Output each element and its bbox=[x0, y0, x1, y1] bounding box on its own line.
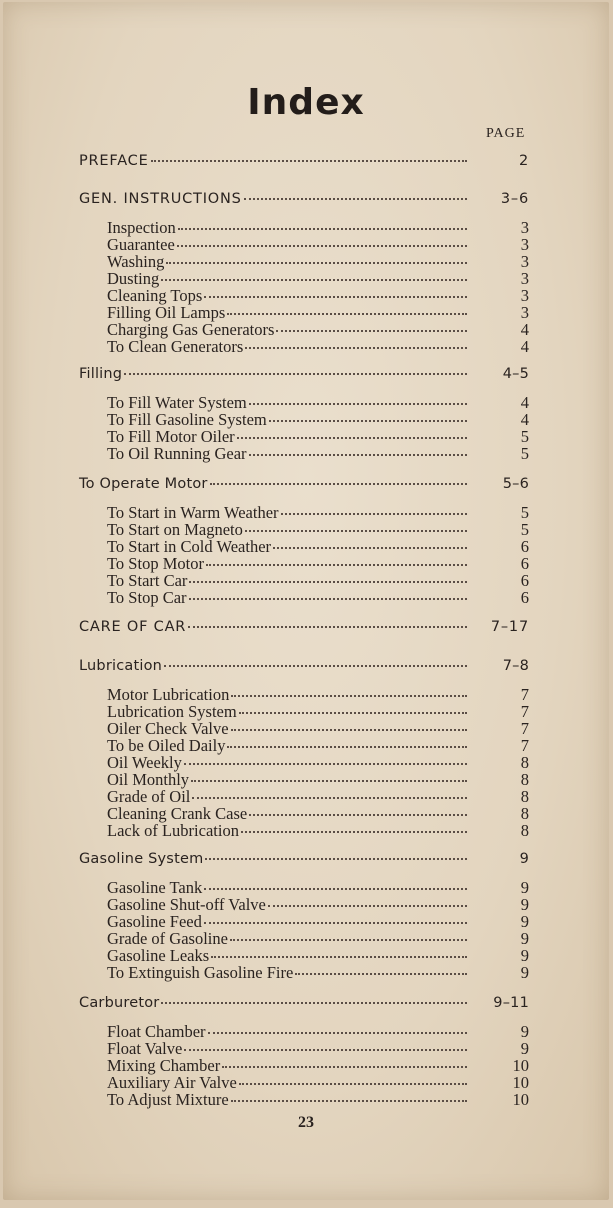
section-heading-page: 7–8 bbox=[502, 658, 529, 674]
index-entry bbox=[79, 555, 529, 572]
section-heading bbox=[79, 995, 529, 1012]
index-entry bbox=[79, 394, 529, 411]
leader-dots bbox=[269, 420, 467, 422]
index-section bbox=[79, 619, 529, 636]
index-entry bbox=[79, 1091, 529, 1108]
index-entry-page: 9 bbox=[520, 963, 529, 982]
index-entry-page: 5 bbox=[520, 427, 529, 446]
section-heading-page: 4–5 bbox=[502, 366, 529, 382]
section-heading bbox=[79, 153, 529, 170]
index-entry-page: 5 bbox=[520, 520, 529, 539]
index-entry bbox=[79, 822, 529, 839]
leader-dots bbox=[161, 279, 467, 281]
section-heading bbox=[79, 366, 529, 383]
index-entry bbox=[79, 270, 529, 287]
index-section bbox=[79, 995, 529, 1108]
section-entries bbox=[79, 879, 529, 981]
index-entry bbox=[79, 947, 529, 964]
leader-dots bbox=[230, 939, 467, 941]
leader-dots bbox=[231, 1100, 467, 1102]
section-heading-label: Filling bbox=[79, 366, 123, 382]
section-heading bbox=[79, 658, 529, 675]
index-entry-page: 10 bbox=[512, 1073, 529, 1092]
section-heading-page: 3–6 bbox=[500, 191, 529, 207]
index-entry-page: 4 bbox=[520, 320, 529, 339]
index-section bbox=[79, 366, 529, 462]
index-entry-label: Float Valve bbox=[107, 1039, 183, 1058]
leader-dots bbox=[241, 831, 467, 833]
index-entry-page: 8 bbox=[520, 787, 529, 806]
leader-dots bbox=[245, 347, 467, 349]
section-heading-page: 2 bbox=[518, 153, 529, 169]
section-heading-label: Gasoline System bbox=[79, 851, 204, 867]
index-entry bbox=[79, 253, 529, 270]
section-heading-label: PREFACE bbox=[79, 153, 149, 169]
index-entry-page: 4 bbox=[520, 410, 529, 429]
leader-dots bbox=[244, 198, 467, 200]
index-entry-page: 6 bbox=[520, 554, 529, 573]
leader-dots bbox=[231, 729, 467, 731]
leader-dots bbox=[178, 228, 467, 230]
index-entry-page: 6 bbox=[520, 588, 529, 607]
section-entries bbox=[79, 219, 529, 355]
leader-dots bbox=[166, 262, 467, 264]
index-entry bbox=[79, 521, 529, 538]
leader-dots bbox=[249, 814, 467, 816]
index-entry bbox=[79, 321, 529, 338]
section-heading-label: CARE OF CAR bbox=[79, 619, 187, 635]
section-heading-label: GEN. INSTRUCTIONS bbox=[79, 191, 242, 207]
index-entry-page: 5 bbox=[520, 444, 529, 463]
index-entry-label: Grade of Gasoline bbox=[107, 929, 228, 948]
index-entry-label: Gasoline Feed bbox=[107, 912, 202, 931]
leader-dots bbox=[237, 437, 467, 439]
leader-dots bbox=[245, 530, 467, 532]
leader-dots bbox=[177, 245, 467, 247]
index-section bbox=[79, 476, 529, 606]
index-entry-label: Gasoline Leaks bbox=[107, 946, 210, 965]
index-entry-page: 9 bbox=[520, 878, 529, 897]
index-entry bbox=[79, 338, 529, 355]
index-entry-label: To Clean Generators bbox=[107, 337, 244, 356]
section-heading bbox=[79, 476, 529, 493]
index-entry-label: Oil Weekly bbox=[107, 753, 182, 772]
index-entry-label: To Extinguish Gasoline Fire bbox=[107, 963, 294, 982]
index-entry-label: Mixing Chamber bbox=[107, 1056, 221, 1075]
section-heading-label: Carburetor bbox=[79, 995, 160, 1011]
index-entry-label: Dusting bbox=[107, 269, 160, 288]
index-entry-label: Lack of Lubrication bbox=[107, 821, 239, 840]
index-entry bbox=[79, 964, 529, 981]
leader-dots bbox=[210, 483, 467, 485]
index-entry bbox=[79, 879, 529, 896]
index-entry-label: To Oil Running Gear bbox=[107, 444, 247, 463]
leader-dots bbox=[208, 1032, 467, 1034]
index-entry bbox=[79, 572, 529, 589]
index-entry-page: 7 bbox=[520, 719, 529, 738]
index-entry-label: To Adjust Mixture bbox=[107, 1090, 229, 1109]
index-entry-page: 4 bbox=[520, 393, 529, 412]
leader-dots bbox=[206, 564, 467, 566]
index-entry bbox=[79, 771, 529, 788]
page-number: 23 bbox=[298, 1114, 314, 1131]
section-entries bbox=[79, 504, 529, 606]
leader-dots bbox=[249, 454, 467, 456]
leader-dots bbox=[164, 665, 467, 667]
index-entry-page: 9 bbox=[520, 1039, 529, 1058]
leader-dots bbox=[192, 797, 467, 799]
leader-dots bbox=[227, 746, 467, 748]
index-entry-label: To Fill Motor Oiler bbox=[107, 427, 235, 446]
index-entry-label: Grade of Oil bbox=[107, 787, 191, 806]
section-entries bbox=[79, 394, 529, 462]
leader-dots bbox=[239, 1083, 467, 1085]
index-entry bbox=[79, 219, 529, 236]
section-heading-page: 7–17 bbox=[490, 619, 529, 635]
index-entry-page: 6 bbox=[520, 571, 529, 590]
index-entry-label: To Stop Motor bbox=[107, 554, 204, 573]
index-entry bbox=[79, 754, 529, 771]
section-heading bbox=[79, 619, 529, 636]
index-entry bbox=[79, 913, 529, 930]
section-heading-page: 5–6 bbox=[502, 476, 529, 492]
index-entry-label: Cleaning Crank Case bbox=[107, 804, 248, 823]
index-entry-page: 3 bbox=[520, 252, 529, 271]
leader-dots bbox=[191, 780, 467, 782]
leader-dots bbox=[273, 547, 467, 549]
index-entry-page: 8 bbox=[520, 804, 529, 823]
leader-dots bbox=[276, 330, 467, 332]
index-entry-page: 3 bbox=[520, 269, 529, 288]
index-entry-label: Cleaning Tops bbox=[107, 286, 203, 305]
index-entry-label: Oiler Check Valve bbox=[107, 719, 229, 738]
index-entry-page: 3 bbox=[520, 286, 529, 305]
index-entry-page: 4 bbox=[520, 337, 529, 356]
index-entry-page: 3 bbox=[520, 235, 529, 254]
index-entry-page: 10 bbox=[512, 1056, 529, 1075]
index-entry bbox=[79, 930, 529, 947]
page-column-label: PAGE bbox=[486, 126, 526, 141]
index-entry-label: To Start Car bbox=[107, 571, 188, 590]
index-entry-label: To be Oiled Daily bbox=[107, 736, 226, 755]
index-entry-label: Gasoline Shut-off Valve bbox=[107, 895, 266, 914]
index-entry-label: To Start on Magneto bbox=[107, 520, 243, 539]
index-entry-label: Guarantee bbox=[107, 235, 175, 254]
section-entries bbox=[79, 686, 529, 839]
leader-dots bbox=[227, 313, 467, 315]
leader-dots bbox=[184, 763, 467, 765]
leader-dots bbox=[295, 973, 467, 975]
leader-dots bbox=[204, 296, 467, 298]
index-entry-label: Filling Oil Lamps bbox=[107, 303, 226, 322]
section-heading bbox=[79, 851, 529, 868]
index-entry-label: To Stop Car bbox=[107, 588, 187, 607]
leader-dots bbox=[151, 160, 467, 162]
section-entries bbox=[79, 1023, 529, 1108]
index-entry bbox=[79, 1023, 529, 1040]
index-entry-page: 9 bbox=[520, 895, 529, 914]
section-heading-label: Lubrication bbox=[79, 658, 163, 674]
index-entry-label: Washing bbox=[107, 252, 165, 271]
index-section bbox=[79, 658, 529, 839]
index-entry-page: 10 bbox=[512, 1090, 529, 1109]
index-entry-label: To Fill Gasoline System bbox=[107, 410, 267, 429]
index-entry-label: To Start in Warm Weather bbox=[107, 503, 279, 522]
index-entry-label: Charging Gas Generators bbox=[107, 320, 275, 339]
index-section bbox=[79, 191, 529, 355]
leader-dots bbox=[281, 513, 467, 515]
index-entry-page: 7 bbox=[520, 736, 529, 755]
leader-dots bbox=[188, 626, 467, 628]
index-entry-label: Float Chamber bbox=[107, 1022, 206, 1041]
index-entry-label: Gasoline Tank bbox=[107, 878, 203, 897]
index-entry bbox=[79, 538, 529, 555]
index-entry bbox=[79, 1040, 529, 1057]
leader-dots bbox=[124, 373, 467, 375]
leader-dots bbox=[231, 695, 467, 697]
page-title: Index bbox=[247, 82, 365, 123]
index-entry-page: 5 bbox=[520, 503, 529, 522]
index-entry-page: 9 bbox=[520, 1022, 529, 1041]
index-entry bbox=[79, 504, 529, 521]
index-entry bbox=[79, 686, 529, 703]
section-heading-page: 9 bbox=[519, 851, 529, 867]
leader-dots bbox=[184, 1049, 467, 1051]
index-entry-label: Oil Monthly bbox=[107, 770, 190, 789]
leader-dots bbox=[239, 712, 467, 714]
index-entry-page: 8 bbox=[520, 770, 529, 789]
index-entry bbox=[79, 1074, 529, 1091]
book-page bbox=[3, 2, 609, 1200]
leader-dots bbox=[204, 888, 467, 890]
index-entry-label: Motor Lubrication bbox=[107, 685, 230, 704]
index-entry bbox=[79, 737, 529, 754]
index-entry bbox=[79, 703, 529, 720]
index-entry-page: 7 bbox=[520, 702, 529, 721]
index-entry-page: 8 bbox=[520, 753, 529, 772]
section-heading bbox=[79, 191, 529, 208]
index-entry bbox=[79, 589, 529, 606]
index-entry-page: 9 bbox=[520, 946, 529, 965]
section-heading-page: 9–11 bbox=[493, 995, 529, 1011]
leader-dots bbox=[222, 1066, 467, 1068]
index-entry bbox=[79, 445, 529, 462]
index-entry-page: 9 bbox=[520, 929, 529, 948]
index-entry bbox=[79, 236, 529, 253]
index-entry-page: 7 bbox=[520, 685, 529, 704]
index-entry-label: Auxiliary Air Valve bbox=[107, 1073, 237, 1092]
leader-dots bbox=[189, 581, 467, 583]
leader-dots bbox=[205, 858, 467, 860]
index-section bbox=[79, 153, 529, 170]
leader-dots bbox=[161, 1002, 467, 1004]
index-entry-label: To Start in Cold Weather bbox=[107, 537, 272, 556]
index-entry bbox=[79, 896, 529, 913]
index-entry bbox=[79, 304, 529, 321]
section-heading-label: To Operate Motor bbox=[79, 476, 208, 492]
index-entry bbox=[79, 411, 529, 428]
leader-dots bbox=[204, 922, 467, 924]
leader-dots bbox=[189, 598, 467, 600]
leader-dots bbox=[211, 956, 467, 958]
index-entry bbox=[79, 720, 529, 737]
leader-dots bbox=[268, 905, 467, 907]
index-entry-page: 3 bbox=[520, 218, 529, 237]
index-entry bbox=[79, 788, 529, 805]
index-entry-label: Inspection bbox=[107, 218, 176, 237]
index-entry-label: To Fill Water System bbox=[107, 393, 247, 412]
index-entry-page: 6 bbox=[520, 537, 529, 556]
index-entry bbox=[79, 428, 529, 445]
index-entry bbox=[79, 805, 529, 822]
index-entry-label: Lubrication System bbox=[107, 702, 237, 721]
index-entry bbox=[79, 1057, 529, 1074]
index-entry-page: 3 bbox=[520, 303, 529, 322]
index-entry bbox=[79, 287, 529, 304]
index-entry-page: 8 bbox=[520, 821, 529, 840]
leader-dots bbox=[249, 403, 467, 405]
index-entry-page: 9 bbox=[520, 912, 529, 931]
index-section bbox=[79, 851, 529, 981]
